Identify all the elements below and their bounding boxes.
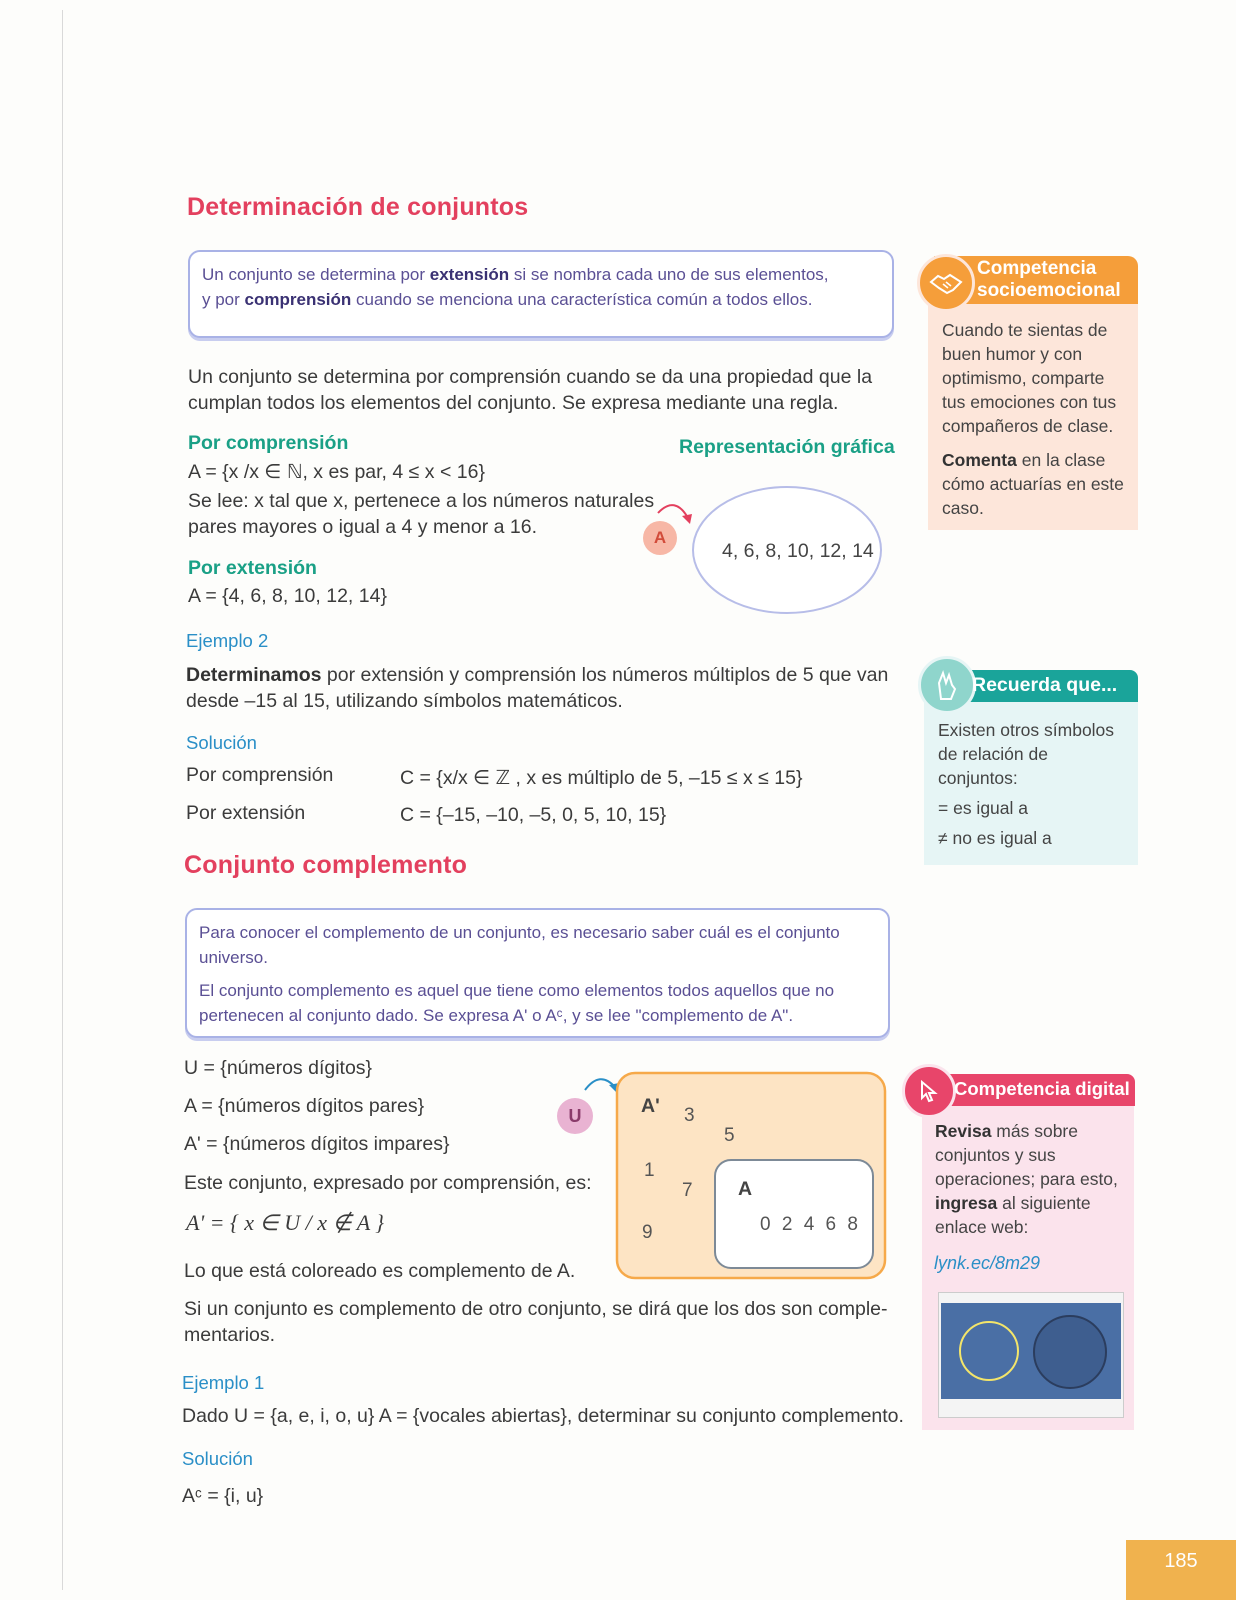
label-ejemplo-1: Ejemplo 1 bbox=[182, 1372, 265, 1393]
sidebox-recuerda-title: Recuerda que... bbox=[972, 674, 1118, 696]
ej2-text: por extensión y comprensión los números múltiplos de 5 que van bbox=[321, 664, 889, 686]
label-solucion-2: Solución bbox=[182, 1448, 253, 1469]
digital-line: operaciones; para esto, bbox=[935, 1169, 1118, 1189]
comprension-formula-2: A' = { x ∈ U / x ∉ A } bbox=[186, 1210, 385, 1235]
digital-line: conjuntos y sus bbox=[935, 1145, 1056, 1165]
compl-line: mentarios. bbox=[184, 1324, 276, 1346]
def-text: y por bbox=[202, 290, 245, 309]
socio-title-line: Competencia bbox=[977, 258, 1097, 279]
u-set: U = {números dígitos} bbox=[184, 1057, 373, 1079]
video-thumbnail[interactable] bbox=[938, 1292, 1124, 1418]
complementarios-paragraph bbox=[184, 1296, 904, 1348]
socio-text bbox=[942, 318, 1124, 520]
ejemplo-1-statement: Dado U = {a, e, i, o, u} A = {vocales abiertas}, determinar su conjunto complemento. bbox=[182, 1405, 904, 1427]
comprension-line: Este conjunto, expresado por comprensión, es: bbox=[184, 1172, 592, 1194]
reading-line: Se lee: x tal que x, pertenece a los números naturales bbox=[188, 490, 655, 512]
ej2-text: desde –15 al 15, utilizando símbolos matemáticos. bbox=[186, 690, 623, 712]
digital-text bbox=[935, 1119, 1118, 1239]
comprension-reading bbox=[188, 488, 654, 540]
video-circle-right bbox=[1033, 1315, 1107, 1389]
compl-line: Si un conjunto es complemento de otro conjunto, se dirá que los dos son comple- bbox=[184, 1298, 888, 1320]
heading-representacion-grafica: Representación gráfica bbox=[679, 436, 895, 458]
socio-line: caso. bbox=[942, 498, 984, 518]
reading-line: pares mayores o igual a 4 y menor a 16. bbox=[188, 516, 538, 538]
sol-comp-label: Por comprensión bbox=[186, 764, 334, 786]
fingers-crossed-icon bbox=[918, 656, 976, 714]
sol-comp-value: C = {x/x ∈ ℤ , x es múltiplo de 5, –15 ≤ x ≤ 15} bbox=[400, 767, 803, 789]
def-text: cuando se menciona una característica común a todos ellos. bbox=[351, 290, 813, 309]
arrow-head bbox=[682, 514, 692, 524]
digital-link[interactable]: lynk.ec/8m29 bbox=[934, 1253, 1041, 1273]
solucion-value: Aᶜ = {i, u} bbox=[182, 1485, 264, 1507]
socio-line: optimismo, comparte bbox=[942, 368, 1105, 388]
arrow-curve bbox=[585, 1079, 615, 1090]
comprension-formula: A = {x /x ∈ ℕ, x es par, 4 ≤ x < 16} bbox=[188, 461, 485, 483]
def-bold-extension: extensión bbox=[429, 265, 510, 284]
socio-line: compañeros de clase. bbox=[942, 416, 1114, 436]
ej2-bold: Determinamos bbox=[186, 664, 322, 686]
socio-line: tus emociones con tus bbox=[942, 392, 1117, 412]
def-text: si se nombra cada uno de sus elementos, bbox=[509, 265, 829, 284]
label-solucion-1: Solución bbox=[186, 732, 257, 753]
socio-title-line: socioemocional bbox=[977, 280, 1121, 301]
colored-line: Lo que está coloreado es complemento de A. bbox=[184, 1260, 576, 1282]
section-title-complemento: Conjunto complemento bbox=[184, 851, 468, 879]
digital-line: enlace web: bbox=[935, 1217, 1029, 1237]
oval-content: 4, 6, 8, 10, 12, 14 bbox=[722, 540, 874, 562]
digital-bold: ingresa bbox=[935, 1193, 998, 1213]
venn-number: 5 bbox=[724, 1125, 735, 1146]
a-prime-set: A' = {números dígitos impares} bbox=[184, 1133, 450, 1155]
socio-line: cómo actuarías en este bbox=[942, 474, 1124, 494]
socio-bold: Comenta bbox=[942, 450, 1017, 470]
definition-box-determinacion bbox=[188, 250, 894, 338]
heading-por-extension: Por extensión bbox=[188, 557, 317, 579]
recuerda-symbol: = es igual a bbox=[938, 798, 1028, 818]
socio-line: Cuando te sientas de bbox=[942, 320, 1108, 340]
recuerda-line: de relación de bbox=[938, 744, 1048, 764]
intro-paragraph bbox=[188, 364, 908, 416]
binding-line bbox=[62, 10, 63, 1590]
def-bold-comprension: comprensión bbox=[244, 290, 352, 309]
digital-bold: Revisa bbox=[935, 1121, 992, 1141]
video-circle-left bbox=[959, 1321, 1019, 1381]
definition-box-complemento bbox=[185, 908, 890, 1038]
video-frame bbox=[941, 1303, 1121, 1399]
cursor-icon bbox=[902, 1064, 956, 1118]
venn-number: 9 bbox=[642, 1222, 653, 1243]
def-line: universo. bbox=[199, 948, 268, 967]
recuerda-line: Existen otros símbolos bbox=[938, 720, 1115, 740]
venn-number: 7 bbox=[682, 1180, 693, 1201]
label-ejemplo-2: Ejemplo 2 bbox=[186, 630, 269, 651]
socio-line: buen humor y con bbox=[942, 344, 1083, 364]
venn-inside-numbers: 0 2 4 6 8 bbox=[760, 1214, 861, 1235]
set-a-label: A bbox=[738, 1178, 753, 1200]
digital-line: más sobre bbox=[991, 1121, 1078, 1141]
recuerda-line: conjuntos: bbox=[938, 768, 1018, 788]
def-line: pertenecen al conjunto dado. Se expresa A' o Aᶜ, y se lee "complemento de A". bbox=[199, 1006, 794, 1025]
ejemplo-2-statement bbox=[186, 662, 906, 714]
a-set: A = {números dígitos pares} bbox=[184, 1095, 425, 1117]
socio-line: en la clase bbox=[1016, 450, 1106, 470]
def-line: Para conocer el complemento de un conjunto, es necesario saber cuál es el conjunto bbox=[199, 923, 840, 942]
venn-diagram bbox=[555, 1065, 895, 1290]
sol-ext-value: C = {–15, –10, –5, 0, 5, 10, 15} bbox=[400, 804, 667, 826]
recuerda-text bbox=[938, 718, 1114, 850]
a-prime-label: A' bbox=[641, 1095, 660, 1117]
intro-line: cumplan todos los elementos del conjunto. Se expresa mediante una regla. bbox=[188, 392, 839, 414]
venn-number: 3 bbox=[684, 1105, 695, 1126]
sol-ext-label: Por extensión bbox=[186, 802, 306, 824]
recuerda-symbol: ≠ no es igual a bbox=[938, 828, 1052, 848]
universe-badge: U bbox=[557, 1098, 593, 1134]
intro-line: Un conjunto se determina por comprensión cuando se da una propiedad que la bbox=[188, 366, 873, 388]
venn-number: 1 bbox=[644, 1160, 655, 1181]
set-a-badge: A bbox=[643, 521, 677, 555]
sidebox-digital-title: Competencia digital bbox=[954, 1078, 1130, 1099]
section-title-determinacion: Determinación de conjuntos bbox=[187, 193, 529, 221]
heading-por-comprension: Por comprensión bbox=[188, 432, 349, 454]
def-line: El conjunto complemento es aquel que tiene como elementos todos aquellos que no bbox=[199, 981, 835, 1000]
page-number: 185 bbox=[1126, 1540, 1236, 1600]
extension-formula: A = {4, 6, 8, 10, 12, 14} bbox=[188, 585, 387, 607]
def-text: Un conjunto se determina por bbox=[202, 265, 430, 284]
sidebox-socio-title bbox=[977, 258, 1121, 302]
digital-line: al siguiente bbox=[997, 1193, 1091, 1213]
handshake-icon bbox=[917, 254, 975, 312]
